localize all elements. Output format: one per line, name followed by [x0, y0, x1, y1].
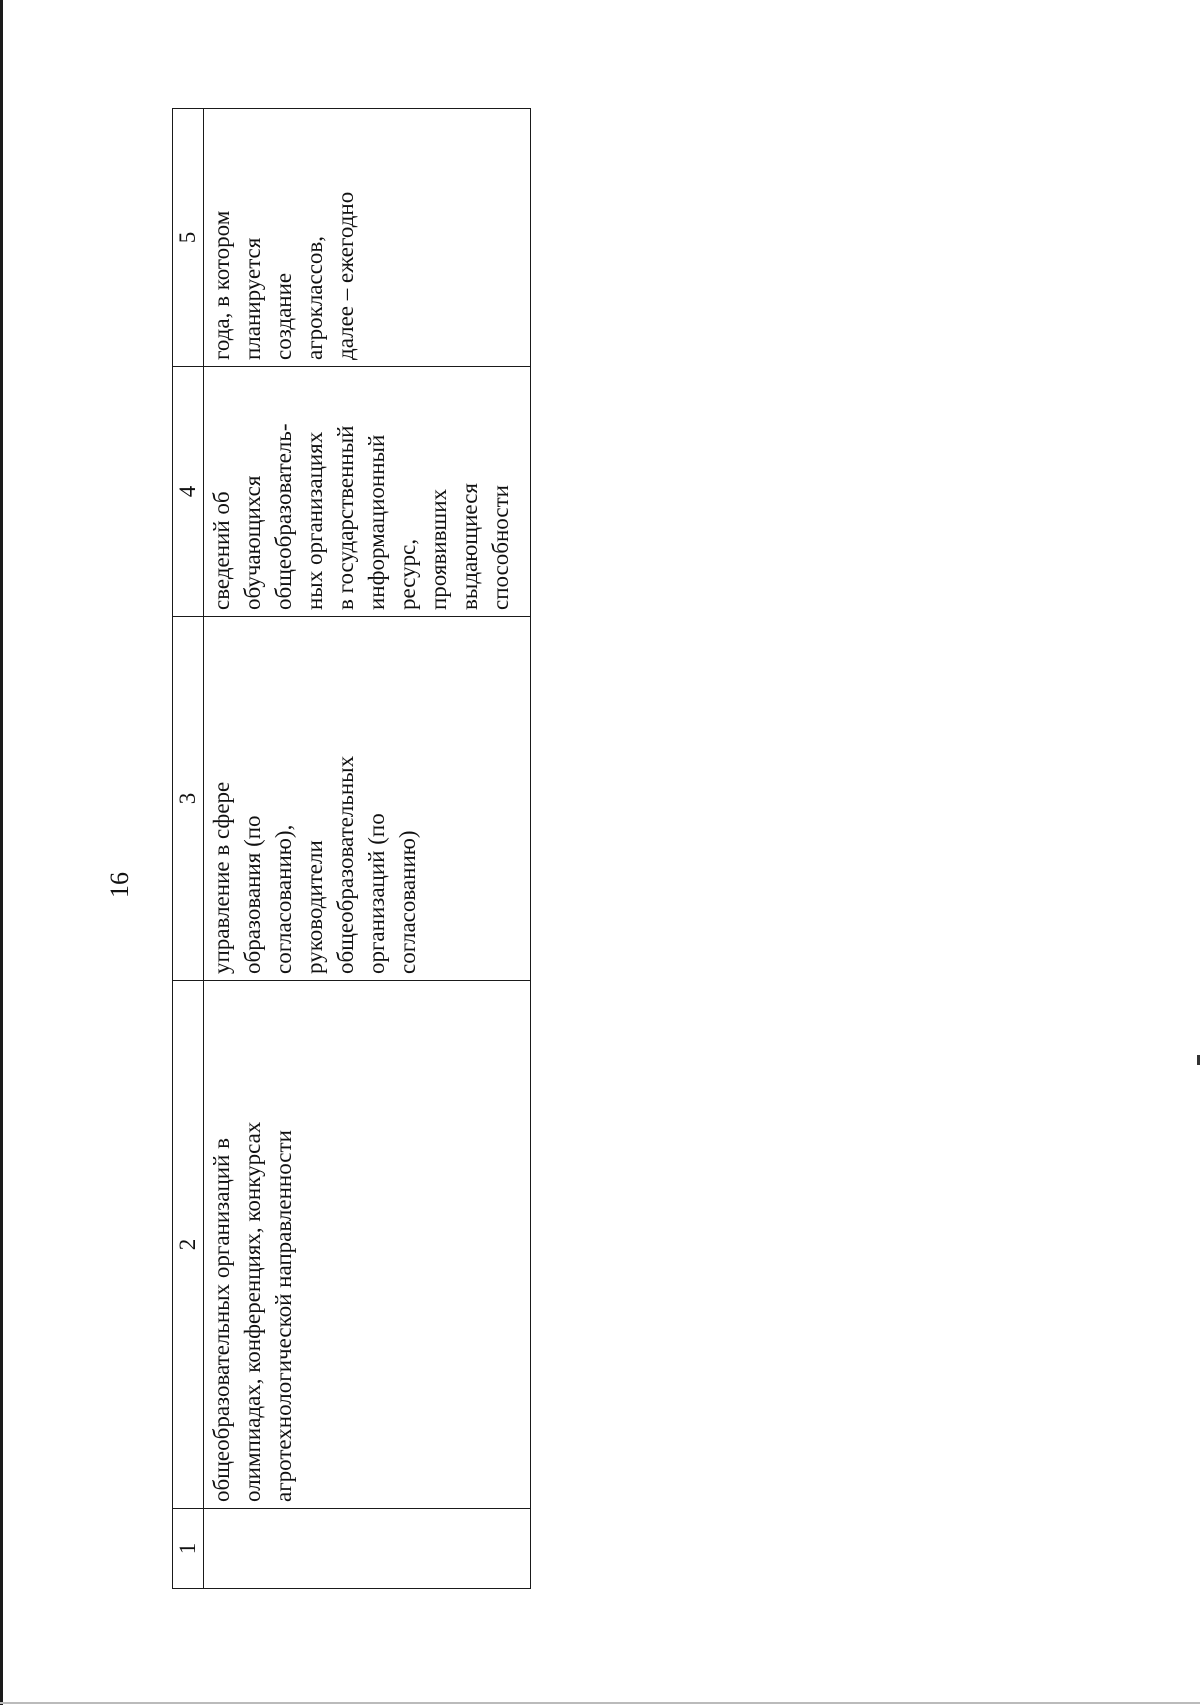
rotated-page-content: [80, 145, 1120, 1625]
cell-text-line: года, в котором: [209, 210, 234, 360]
column-header-5: 5: [173, 109, 204, 367]
column-header-1: 1: [173, 1509, 204, 1589]
cell-text-line: способности: [488, 485, 513, 610]
cell-text-line: информационный: [364, 434, 389, 610]
cell-text-line: планируется: [240, 237, 265, 360]
cell-text-line: организаций (по: [364, 813, 389, 974]
cell-text-line: олимпиадах, конференциях, конкурсах: [240, 1121, 265, 1502]
cell-text-line: выдающиеся: [457, 483, 482, 610]
cell-text-line: обучающихся: [240, 475, 265, 610]
table-header-row: [173, 109, 204, 1589]
column-header-2: 2: [173, 981, 204, 1509]
cell-text-line: ресурс,: [395, 538, 420, 610]
cell-col1: [204, 1509, 531, 1589]
cell-text-line: в государственный: [333, 425, 358, 610]
cell-text-line: согласованию): [395, 830, 420, 974]
document-table: [172, 108, 531, 1589]
cell-text-line: управление в сфере: [209, 781, 234, 974]
cell-text-line: общеобразовательных организаций в: [209, 1138, 234, 1502]
scan-bottom-edge: [0, 1702, 1200, 1704]
cell-col2: [204, 981, 531, 1509]
cell-text-line: руководители: [302, 840, 327, 974]
cell-text-line: образования (по: [240, 815, 265, 974]
table-row: [204, 109, 531, 1589]
cell-text-line: создание: [271, 272, 296, 360]
cell-text-line: общеобразовательных: [333, 755, 358, 974]
cell-col5: [204, 109, 531, 367]
cell-text-line: агротехнологической направленности: [271, 1130, 296, 1502]
cell-text-line: общеобразователь-: [271, 423, 296, 610]
cell-text-line: агроклассов,: [302, 235, 327, 360]
cell-text-line: сведений об: [209, 491, 234, 610]
cell-col4: [204, 367, 531, 617]
column-header-4: 4: [173, 367, 204, 617]
cell-text-line: согласованию),: [271, 824, 296, 974]
column-header-3: 3: [173, 617, 204, 981]
cell-text-line: ных организациях: [302, 431, 327, 610]
page-number: 16: [105, 872, 134, 898]
cell-text-line: проявивших: [426, 489, 451, 610]
cell-col3: [204, 617, 531, 981]
scan-left-edge: [0, 0, 3, 1705]
cell-text-line: далее – ежегодно: [333, 191, 358, 360]
